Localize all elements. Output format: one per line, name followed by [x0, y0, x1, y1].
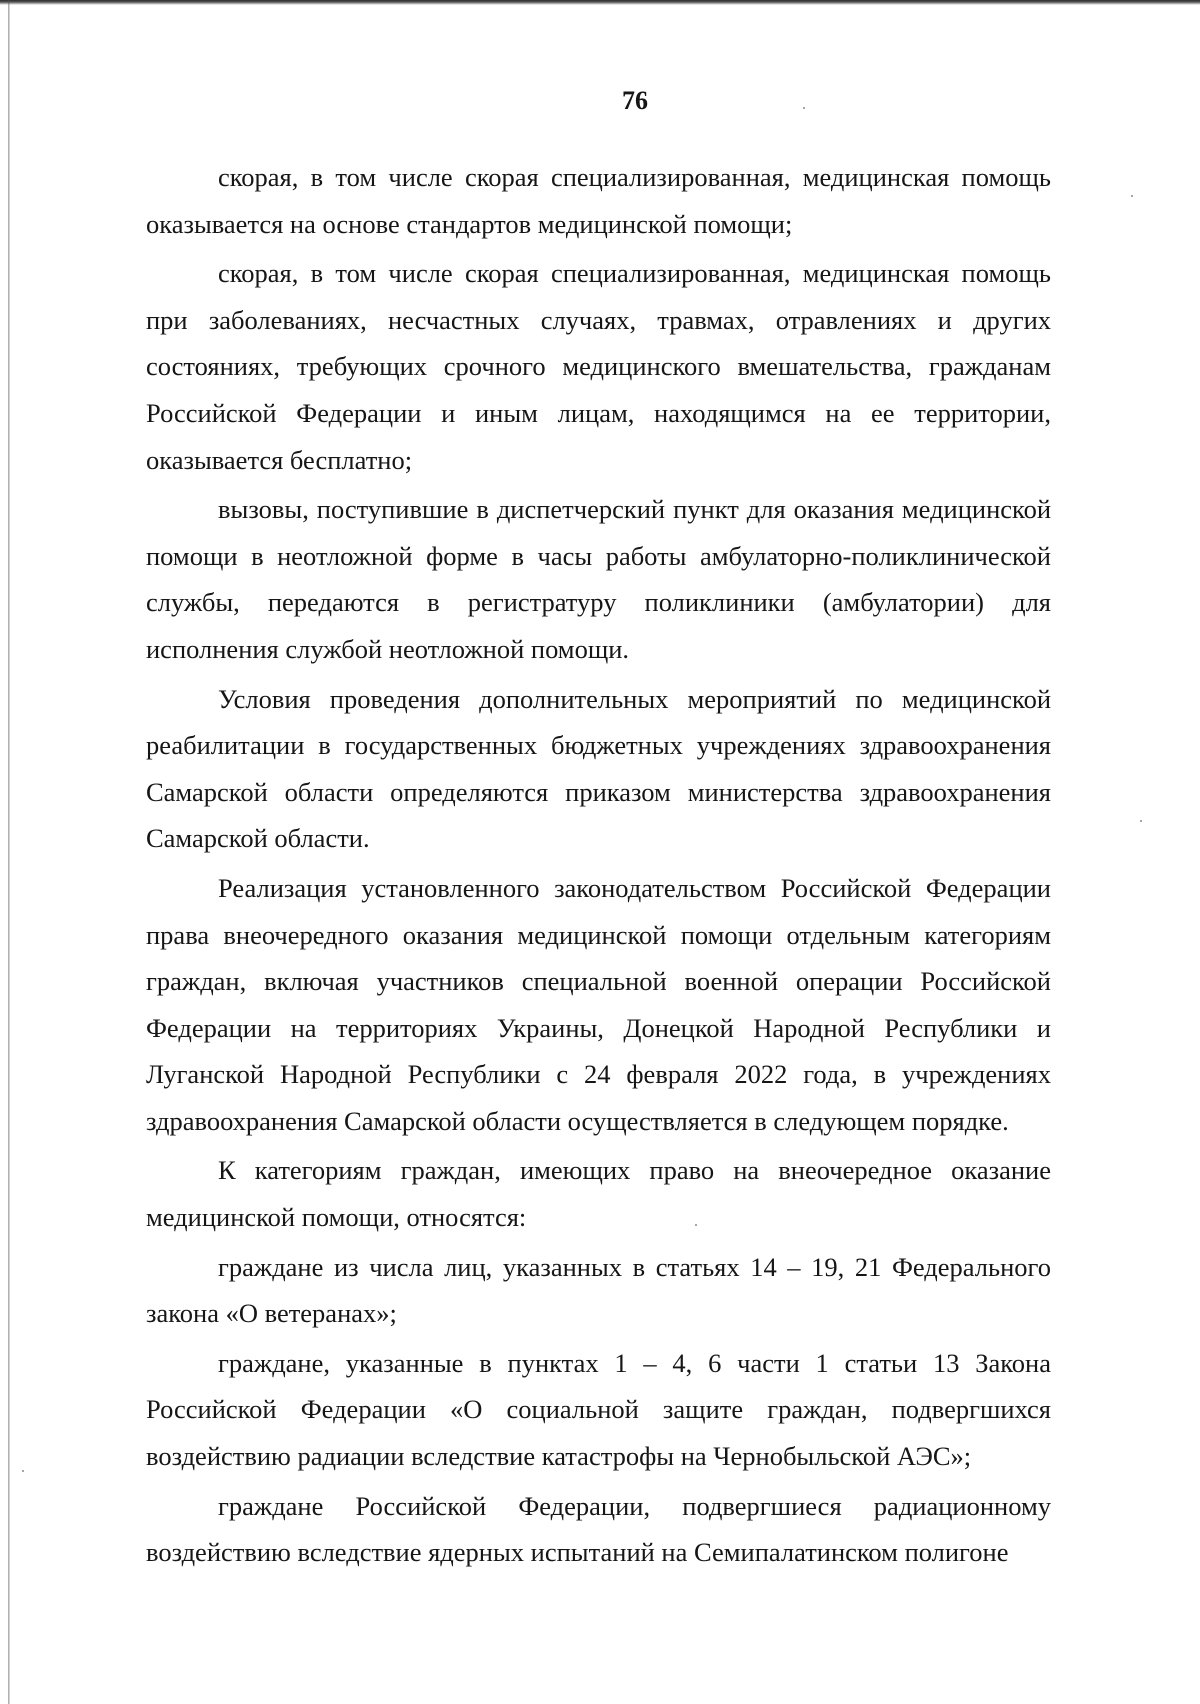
paragraph-priority-care-right: Реализация установленного законодательством Российской Федерации права внеочередного оказания медицинской помощи отдельным категориям граждан, включая участников специальной военной операции Российской Федерации на территориях Украины, Донецкой Народной Республики и Луганской Народной Республики с 24 февраля 2022 года, в учреждениях здравоохранения Самарской области осуществляется в следующем порядке. — [146, 872, 1051, 1136]
paragraph-dispatch-calls: вызовы, поступившие в диспетчерский пункт для оказания медицинской помощи в неотложной форме в часы работы амбулаторно-поликлинической службы, передаются в регистратуру поликлиники (амбулатории) для исполнения службой неотложной помощи. — [146, 494, 1051, 664]
paragraph-emergency-care-standards: скорая, в том числе скорая специализированная, медицинская помощь оказывается на основе стандартов медицинской помощи; — [146, 162, 1051, 239]
scan-speck — [1140, 820, 1142, 822]
list-item-semipalatinsk: граждане Российской Федерации, подвергшиеся радиационному воздействию вследствие ядерных испытаний на Семипалатинском полигоне — [146, 1490, 1051, 1568]
scan-speck — [22, 1470, 24, 1472]
list-item-veterans: граждане из числа лиц, указанных в статьях 14 – 19, 21 Федерального закона «О ветеранах»; — [146, 1251, 1051, 1329]
list-item-chernobyl: граждане, указанные в пунктах 1 – 4, 6 части 1 статьи 13 Закона Российской Федерации «О социальной защите граждан, подвергшихся воздействию радиации вследствие катастрофы на Чернобыльской АЭС»; — [146, 1347, 1051, 1472]
scan-speck — [1131, 195, 1133, 197]
scan-left-edge — [8, 0, 10, 1704]
paragraph-emergency-care-free: скорая, в том числе скорая специализированная, медицинская помощь при заболеваниях, несчастных случаях, травмах, отравлениях и других состояниях, требующих срочного медицинского вмешательства, гражданам Российской Федерации и иным лицам, находящимся на ее территории, оказывается бесплатно; — [146, 258, 1051, 475]
page-number: 76 — [622, 86, 648, 115]
paragraph-categories-intro: К категориям граждан, имеющих право на внеочередное оказание медицинской помощи, относятся: — [146, 1155, 1051, 1233]
document-body — [146, 154, 1051, 1579]
paragraph-rehabilitation-conditions: Условия проведения дополнительных мероприятий по медицинской реабилитации в государственных бюджетных учреждениях здравоохранения Самарской области определяются приказом министерства здравоохранения Самарской области. — [146, 683, 1051, 854]
scan-top-edge — [0, 0, 1200, 5]
